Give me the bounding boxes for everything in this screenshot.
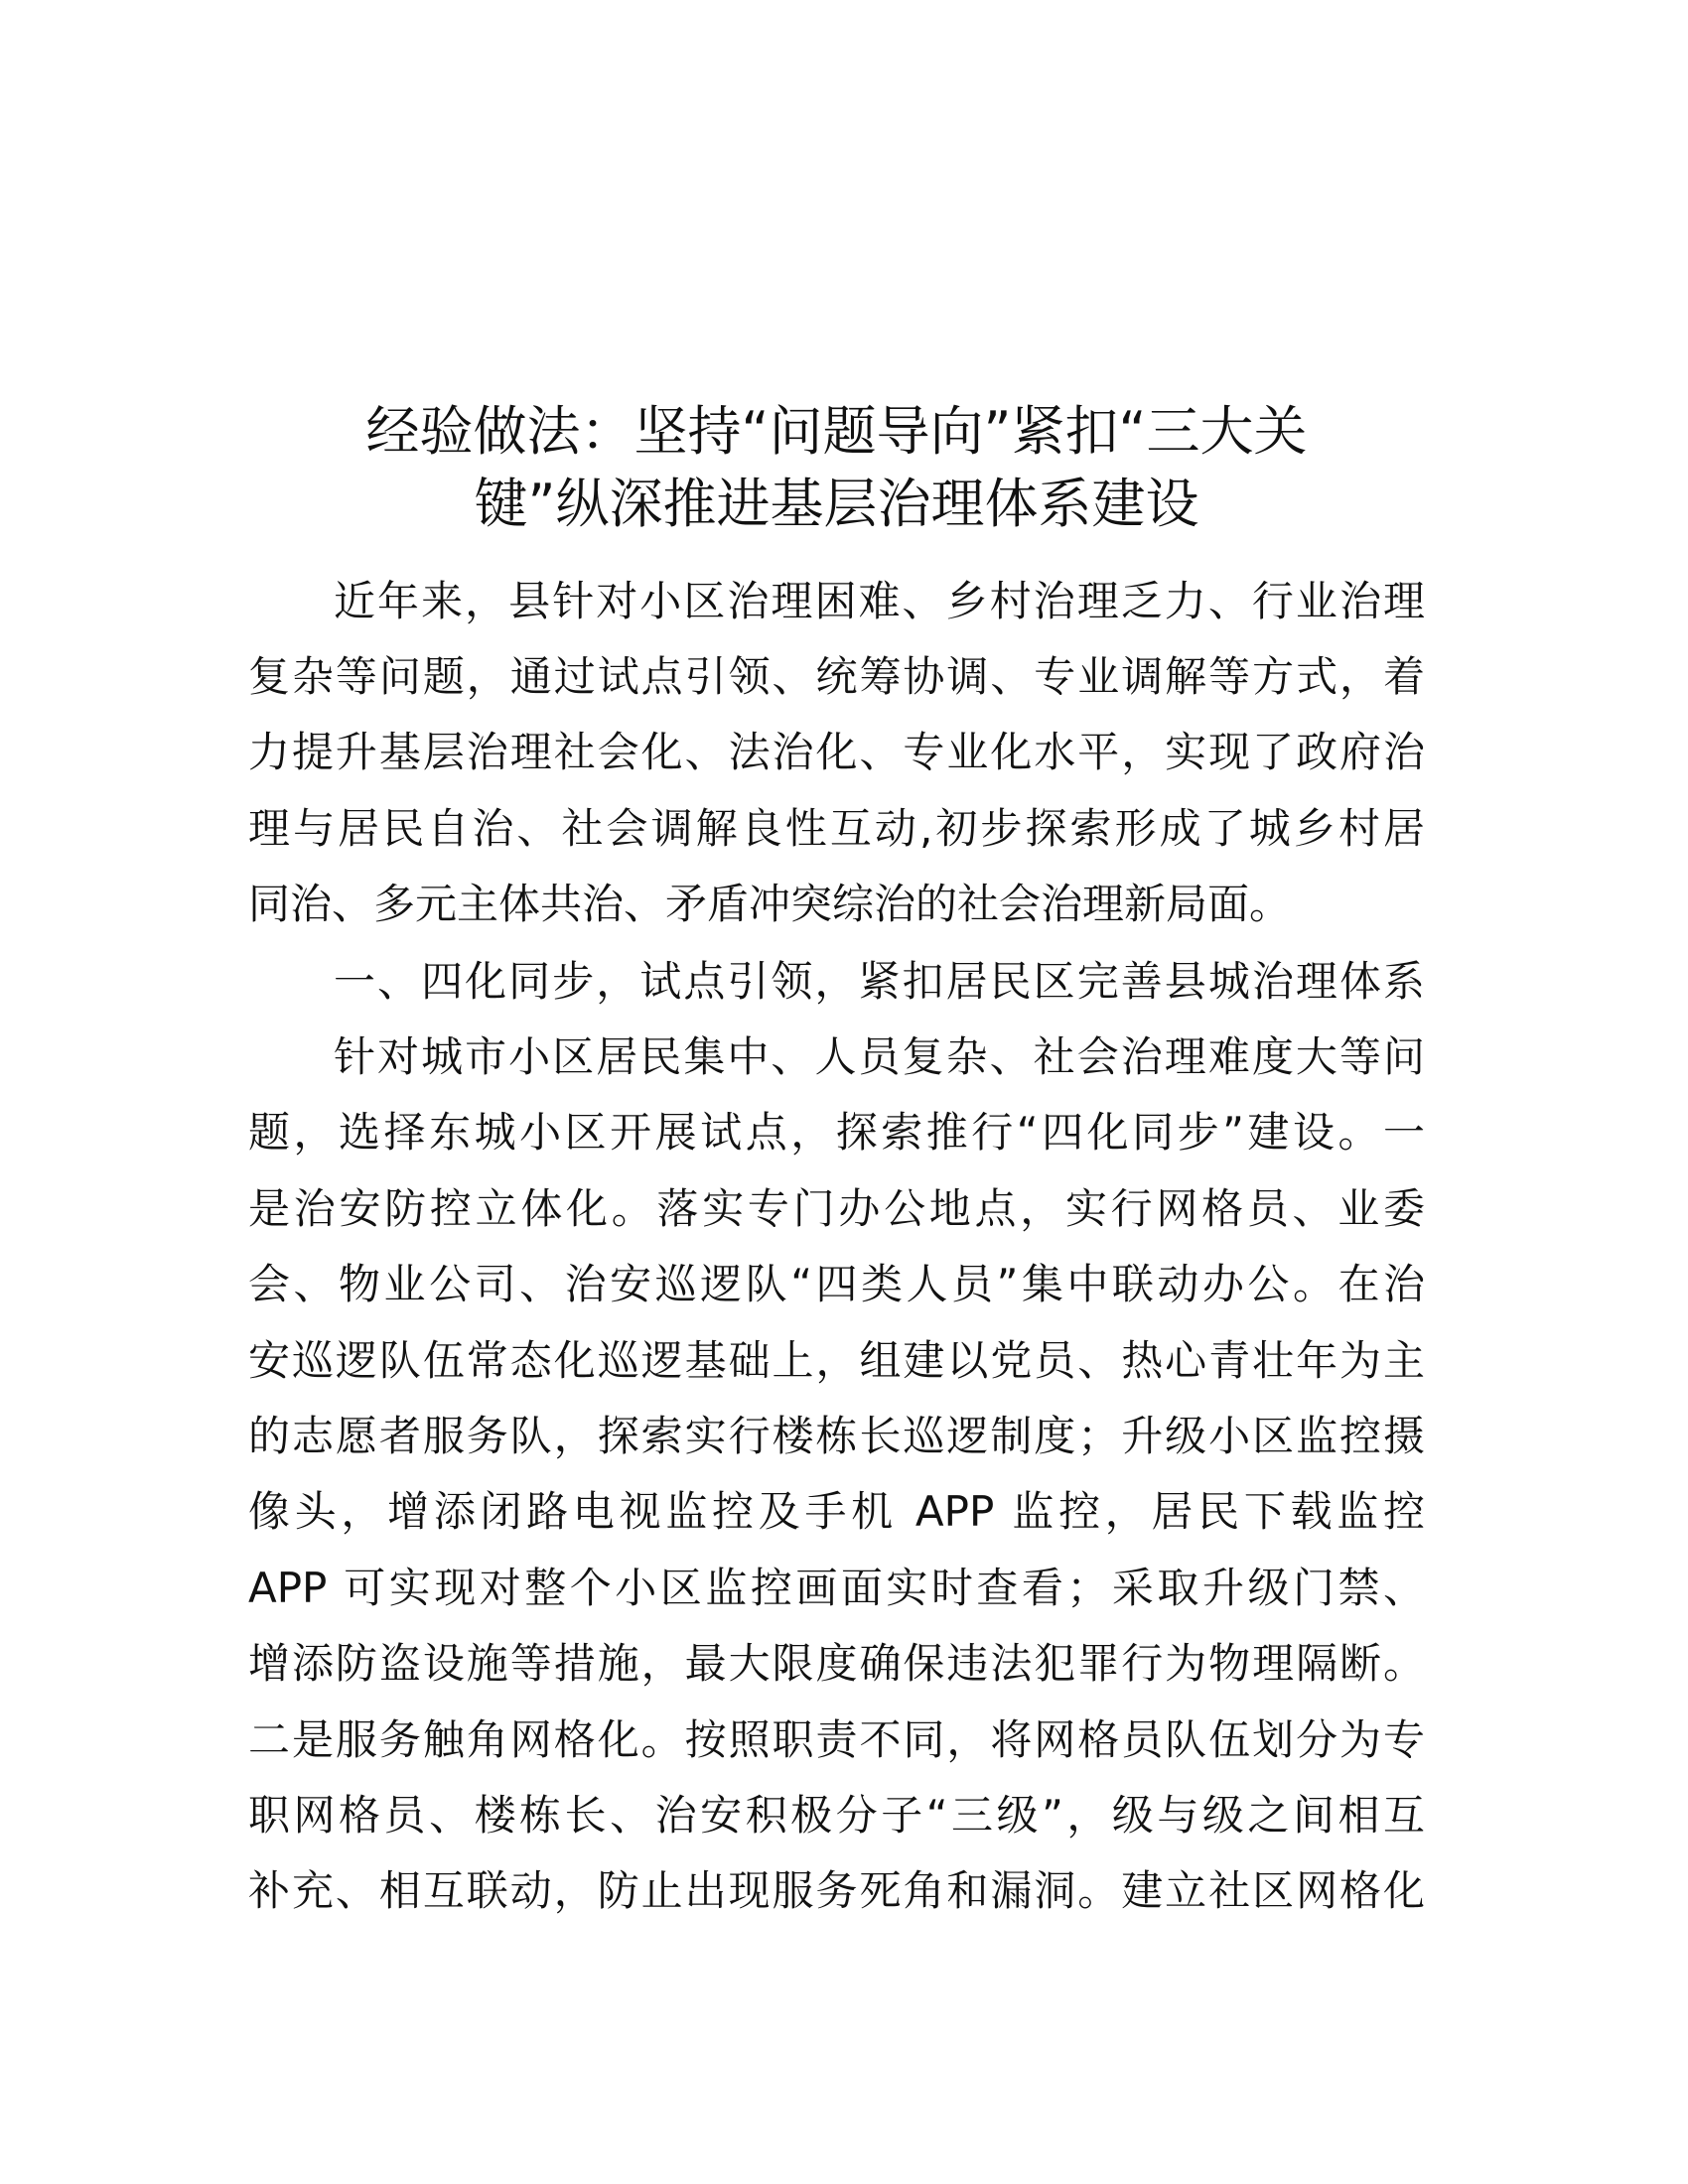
paragraph-line: 题，选择东城小区开展试点，探索推行“四化同步”建设。一 <box>248 1108 1425 1157</box>
paragraph-line: 同治、多元主体共治、矛盾冲突综治的社会治理新局面。 <box>248 880 1292 928</box>
paragraph-line: 近年来，县针对小区治理困难、乡村治理乏力、行业治理 <box>334 577 1425 625</box>
paragraph-line: 是治安防控立体化。落实专门办公地点，实行网格员、业委 <box>248 1184 1425 1233</box>
paragraph-line: 像头，增添闭路电视监控及手机 APP 监控，居民下载监控 <box>248 1487 1425 1536</box>
paragraph-line: 力提升基层治理社会化、法治化、专业化水平，实现了政府治 <box>248 728 1425 776</box>
section-heading-1: 一、四化同步，试点引领，紧扣居民区完善县城治理体系 <box>334 957 1425 1006</box>
paragraph-line: 会、物业公司、治安巡逻队“四类人员”集中联动办公。在治 <box>248 1260 1425 1308</box>
document-title-line-1: 经验做法：坚持“问题导向”紧扣“三大关 <box>365 400 1308 463</box>
paragraph-line: 二是服务触角网格化。按照职责不同，将网格员队伍划分为专 <box>248 1715 1425 1764</box>
paragraph-line: 增添防盗设施等措施，最大限度确保违法犯罪行为物理隔断。 <box>248 1639 1425 1688</box>
paragraph-line: 的志愿者服务队，探索实行楼栋长巡逻制度；升级小区监控摄 <box>248 1412 1425 1460</box>
document-title-line-2: 键”纵深推进基层治理体系建设 <box>474 473 1199 535</box>
paragraph-line: 补充、相互联动，防止出现服务死角和漏洞。建立社区网格化 <box>248 1866 1425 1915</box>
paragraph-line: 复杂等问题，通过试点引领、统筹协调、专业调解等方式，着 <box>248 652 1425 701</box>
paragraph-line: 安巡逻队伍常态化巡逻基础上，组建以党员、热心青壮年为主 <box>248 1336 1425 1385</box>
paragraph-line: 针对城市小区居民集中、人员复杂、社会治理难度大等问 <box>334 1032 1425 1081</box>
paragraph-line: 理与居民自治、社会调解良性互动,初步探索形成了城乡村居 <box>248 804 1425 853</box>
paragraph-line: 职网格员、楼栋长、治安积极分子“三级”，级与级之间相互 <box>248 1791 1425 1840</box>
paragraph-line: APP 可实现对整个小区监控画面实时查看；采取升级门禁、 <box>248 1564 1425 1612</box>
